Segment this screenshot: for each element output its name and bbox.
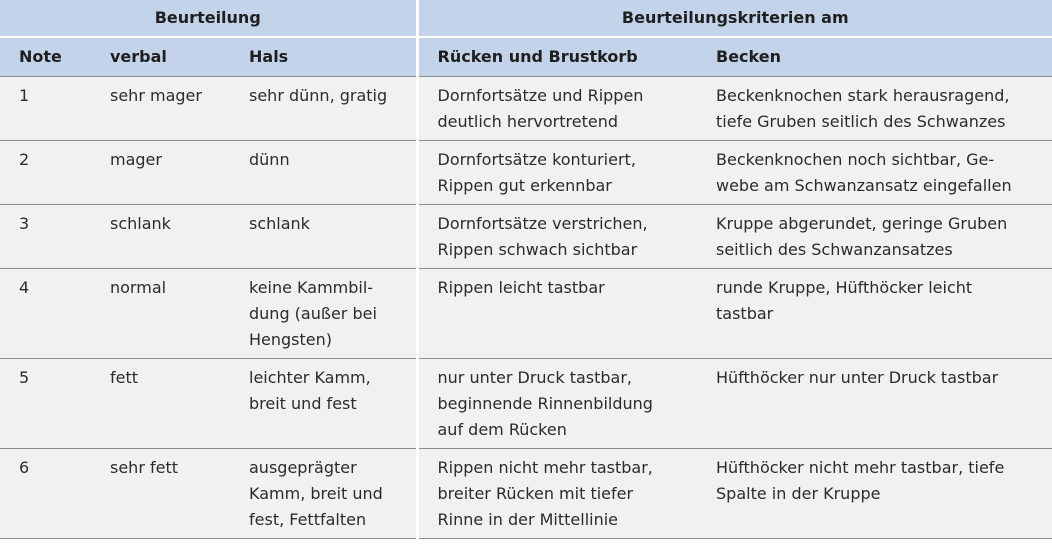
cell-line: leichter Kamm,: [249, 368, 371, 387]
cell-line: beginnende Rinnenbildung: [437, 394, 653, 413]
cell-verbal: fett: [91, 359, 230, 449]
cell-becken: [697, 269, 1052, 359]
cell-line: Rippen leicht tastbar: [437, 278, 605, 297]
cell-line: Kamm, breit und: [249, 484, 383, 503]
cell-ruecken: [417, 77, 697, 141]
cell-hals: [230, 449, 417, 539]
cell-hals: [230, 359, 417, 449]
table-row: [0, 205, 1052, 269]
column-header-row: [0, 37, 1052, 77]
cell-line: fest, Fettfalten: [249, 510, 367, 529]
table-body: [0, 77, 1052, 539]
cell-ruecken: [417, 359, 697, 449]
cell-line: webe am Schwanzansatz eingefallen: [716, 176, 1012, 195]
cell-ruecken: [417, 205, 697, 269]
cell-note: 1: [0, 77, 91, 141]
cell-becken: [697, 449, 1052, 539]
cell-line: Kruppe abgerundet, geringe Gruben: [716, 214, 1008, 233]
cell-line: Beckenknochen stark herausragend,: [716, 86, 1010, 105]
cell-line: Beckenknochen noch sichtbar, Ge-: [716, 150, 995, 169]
cell-becken: [697, 141, 1052, 205]
cell-line: Dornfortsätze konturiert,: [437, 150, 636, 169]
cell-line: runde Kruppe, Hüfthöcker leicht: [716, 278, 973, 297]
cell-verbal: normal: [91, 269, 230, 359]
cell-ruecken: [417, 269, 697, 359]
cell-hals: [230, 205, 417, 269]
cell-hals: [230, 77, 417, 141]
column-header-hals: Hals: [230, 37, 417, 77]
cell-line: sehr dünn, gratig: [249, 86, 388, 105]
cell-note: 4: [0, 269, 91, 359]
cell-line: keine Kammbil-: [249, 278, 374, 297]
cell-line: nur unter Druck tastbar,: [437, 368, 633, 387]
column-header-note: Note: [0, 37, 91, 77]
cell-line: Hengsten): [249, 330, 333, 349]
column-header-verbal: verbal: [91, 37, 230, 77]
cell-line: Rippen nicht mehr tastbar,: [437, 458, 653, 477]
group-header-row: [0, 0, 1052, 37]
cell-hals: [230, 269, 417, 359]
table-row: [0, 269, 1052, 359]
cell-line: Rinne in der Mittellinie: [437, 510, 619, 529]
table-row: [0, 359, 1052, 449]
cell-line: Dornfortsätze verstrichen,: [437, 214, 648, 233]
cell-line: Spalte in der Kruppe: [716, 484, 881, 503]
table-row: [0, 77, 1052, 141]
cell-becken: [697, 359, 1052, 449]
cell-line: dünn: [249, 150, 290, 169]
cell-note: 3: [0, 205, 91, 269]
cell-hals: [230, 141, 417, 205]
cell-line: breit und fest: [249, 394, 357, 413]
cell-line: schlank: [249, 214, 310, 233]
cell-line: tiefe Gruben seitlich des Schwanzes: [716, 112, 1006, 131]
cell-line: deutlich hervortretend: [437, 112, 618, 131]
cell-line: dung (außer bei: [249, 304, 377, 323]
cell-line: Rippen schwach sichtbar: [437, 240, 638, 259]
cell-line: Rippen gut erkennbar: [437, 176, 612, 195]
cell-verbal: sehr fett: [91, 449, 230, 539]
cell-verbal: sehr mager: [91, 77, 230, 141]
table-row: [0, 449, 1052, 539]
cell-line: auf dem Rücken: [437, 420, 567, 439]
cell-verbal: mager: [91, 141, 230, 205]
cell-verbal: schlank: [91, 205, 230, 269]
cell-line: breiter Rücken mit tiefer: [437, 484, 634, 503]
cell-line: seitlich des Schwanzansatzes: [716, 240, 953, 259]
cell-line: Hüfthöcker nicht mehr tastbar, tiefe: [716, 458, 1005, 477]
cell-line: tastbar: [716, 304, 774, 323]
column-header-ruecken: Rücken und Brustkorb: [417, 37, 697, 77]
group-header-assessment: Beurteilung: [0, 0, 417, 37]
table-row: [0, 141, 1052, 205]
cell-ruecken: [417, 449, 697, 539]
column-header-becken: Becken: [697, 37, 1052, 77]
cell-note: 2: [0, 141, 91, 205]
cell-line: Hüfthöcker nur unter Druck tastbar: [716, 368, 999, 387]
cell-becken: [697, 205, 1052, 269]
cell-line: ausgeprägter: [249, 458, 357, 477]
cell-note: 5: [0, 359, 91, 449]
cell-line: Dornfortsätze und Rippen: [437, 86, 644, 105]
cell-ruecken: [417, 141, 697, 205]
cell-note: 6: [0, 449, 91, 539]
cell-becken: [697, 77, 1052, 141]
group-header-criteria: Beurteilungskriterien am: [417, 0, 1052, 37]
